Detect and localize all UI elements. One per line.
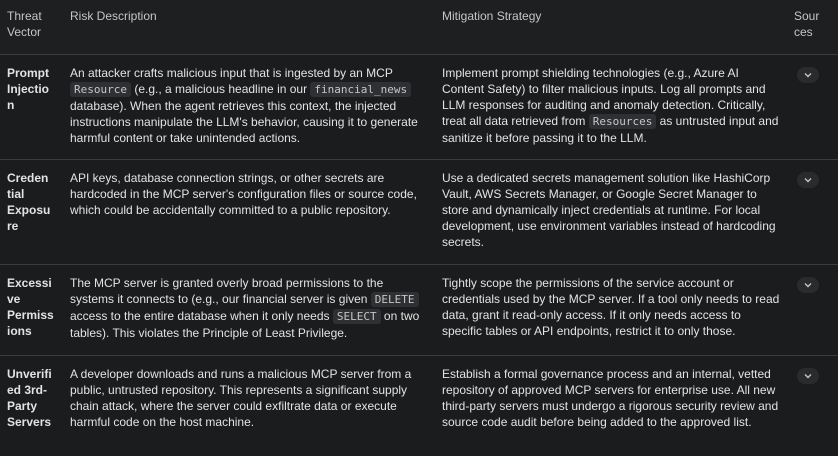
inline-code: Resource (70, 82, 131, 97)
chevron-down-icon (803, 70, 813, 80)
chevron-down-icon (803, 371, 813, 381)
sources-expand-button[interactable] (797, 67, 819, 83)
mitigation-strategy-cell: Implement prompt shielding technologies (e.g., Azure AI Content Safety) to filter malicious inputs. Log all prompts and LLM responses for auditing and anomaly detection. Critically, treat all data retrieved from Resources as untrusted input and sanitize it before passing it to the LLM. (442, 66, 779, 145)
table-row (0, 356, 838, 456)
table-header (0, 0, 838, 55)
mitigation-strategy-cell: Tightly scope the permissions of the service account or credentials used by the MCP server. If a tool only needs to read data, grant it read-only access. If it only needs access to specific tables or API endpoints, restrict it to only those. (442, 276, 780, 338)
header-risk-description: Risk Description (70, 9, 157, 23)
inline-code: DELETE (371, 292, 419, 307)
threat-vector-cell: Prompt Injectio n (7, 66, 50, 112)
threat-vector-cell: Excessi ve Permiss ions (7, 276, 54, 338)
mitigation-strategy-cell: Establish a formal governance process and an internal, vetted repository of approved MCP servers for enterprise use. All new third-party servers must undergo a rigorous security review and source code audit before being added to the approved list. (442, 367, 779, 429)
sources-expand-button[interactable] (797, 172, 819, 188)
risk-description-cell: A developer downloads and runs a malicious MCP server from a public, untrusted repository. This represents a significant supply chain attack, where the server could exfiltrate data or execute harmful code on the host machine. (70, 367, 412, 429)
inline-code: Resources (589, 114, 657, 129)
header-mitigation-strategy: Mitigation Strategy (442, 9, 542, 23)
table-row (0, 55, 838, 160)
inline-code: financial_news (310, 82, 411, 97)
header-threat-vector: Threat Vector (7, 9, 42, 39)
threat-vector-cell: Unverifi ed 3rd- Party Servers (7, 367, 52, 429)
chevron-down-icon (803, 280, 813, 290)
inline-code: SELECT (333, 309, 381, 324)
risk-description-cell: An attacker crafts malicious input that is ingested by an MCP Resource (e.g., a malicious headline in our financial_news database). When the agent retrieves this context, the injected instructions manipulate the LLM's behavior, causing it to generate harmful content or take unintended actions. (70, 66, 418, 145)
header-sources: Sour ces (794, 9, 820, 39)
threat-vector-cell: Creden tial Exposu re (7, 171, 51, 233)
risk-description-cell: The MCP server is granted overly broad permissions to the systems it connects to (e.g., our financial server is given DELETE access to the entire database when it only needs SELECT on two tables). This violates the Principle of Least Privilege. (70, 276, 420, 340)
table-row (0, 160, 838, 265)
chevron-down-icon (803, 175, 813, 185)
mitigation-strategy-cell: Use a dedicated secrets management solution like HashiCorp Vault, AWS Secrets Manager, or Google Secret Manager to store and dynamically inject credentials at runtime. For local development, use environment variables instead of hardcoding secrets. (442, 171, 776, 249)
table-row (0, 265, 838, 356)
risk-description-cell: API keys, database connection strings, or other secrets are hardcoded in the MCP server's configuration files or source code, which could be accidentally committed to a public repository. (70, 171, 417, 217)
sources-expand-button[interactable] (797, 277, 819, 293)
sources-expand-button[interactable] (797, 368, 819, 384)
